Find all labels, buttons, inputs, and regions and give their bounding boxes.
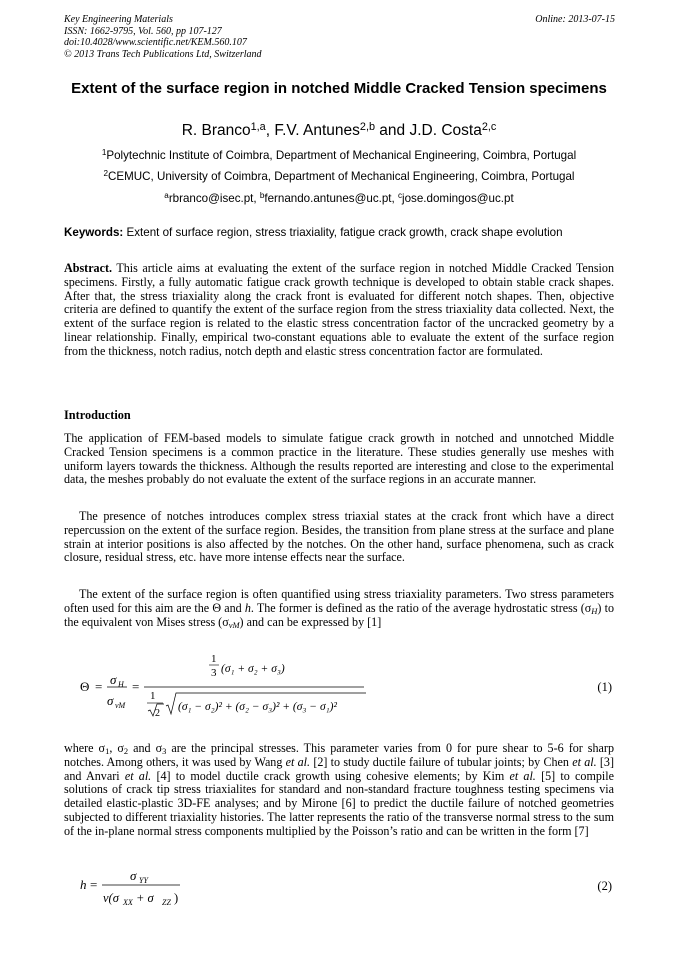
abstract-label: Abstract. [64, 261, 113, 275]
equation-2 [78, 866, 208, 910]
email-link[interactable]: fernando.antunes@uc.pt, [264, 192, 398, 205]
affiliation-text: Polytechnic Institute of Coimbra, Department of Mechanical Engineering, Coimbra, Portugal [106, 149, 577, 162]
keywords [64, 226, 616, 240]
intro-paragraph-4 [64, 742, 614, 838]
email-sup: b [259, 191, 265, 201]
equation-2-number: (2) [597, 879, 612, 893]
eq2-h: h [80, 877, 87, 892]
affiliation-2 [64, 170, 614, 184]
eq2-equals: = [90, 877, 98, 892]
email-line [64, 192, 614, 206]
affiliation-sup: 1 [101, 148, 107, 158]
subscript: vM [228, 619, 240, 630]
text-run-italic: et al. [285, 754, 311, 769]
text-run: [3] and Anvari [64, 754, 615, 783]
author-sup: 1,a [250, 121, 266, 134]
eq1-sub-vm: vM [115, 701, 126, 710]
subscript: 3 [162, 746, 167, 757]
email-sup: c [397, 191, 403, 201]
text-run-italic: et al. [572, 754, 597, 769]
eq1-sub-h: H [118, 680, 124, 689]
section-heading: Introduction [64, 408, 131, 422]
eq1-numerator: (σ₁ + σ₂ + σ₃) [221, 663, 285, 675]
author-separator: , [265, 122, 275, 139]
text-run: [2] to study ductile failure of tubular joints; by Chen [310, 754, 573, 769]
author-separator: and [375, 122, 410, 139]
email-sup: a [164, 191, 169, 201]
text-run: , σ [109, 741, 124, 755]
subscript: 1 [105, 746, 110, 757]
author-name: R. Branco [181, 122, 251, 139]
eq1-sigma-h: σ [110, 672, 117, 687]
email-link[interactable]: jose.domingos@uc.pt [402, 192, 514, 205]
text-run: ) to the equivalent von Mises stress (σ [64, 600, 614, 629]
eq1-num-one: 1 [211, 653, 217, 665]
eq1-sigma-vm: σ [107, 693, 114, 708]
text-run-italic: et al. [509, 768, 536, 783]
abstract-text: This article aims at evaluating the extent of the surface region in notched Middle Cracked Tension specimens. Firstly, a fully automatic fatigue crack growth technique is developed to obtain stable crack shapes. After that, the stress triaxiality along the crack front is evaluated for different notch shapes. Then, objective criteria are defined to quantify the extent of the surface region from the stress triaxiality data collected. Next, the extent of the surface region is related to the elastic stress concentration factor of the uncracked geometry by a linear relationship. Finally, empirical two-constant equations able to evaluate the extent of the surface region from the thickness, notch radius, notch depth and elastic stress concentration factor are formulated. [64, 261, 614, 358]
issn-line: ISSN: 1662-9795, Vol. 560, pp 107-127 [64, 25, 222, 37]
eq2-den-a: ν(σ [103, 891, 119, 905]
eq2-sub-zz: ZZ [162, 898, 171, 907]
text-run: are the principal stresses. This parameter varies from 0 for pure shear to 5-6 for sharp notches. Among others, it was used by Wang [64, 741, 614, 769]
text-run: and σ [128, 741, 163, 755]
eq1-num-three: 3 [211, 667, 217, 679]
text-run: [5] to compile solutions of crack tip stress triaxialites for standard and non-standard fracture toughness testing specimens via detailed elastic-plastic 3D-FE analyses; and by Mirone [6] to predict the ductile failure of notched geometries subjected to different triaxiality histories. The latter represents the ratio of the transverse normal stress to the sum of the in-plane normal stress components multiplied by the Poisson’s ratio and can be written in the form [7] [64, 768, 614, 838]
equation-1 [78, 650, 378, 728]
eq2-sub-xx: XX [123, 898, 133, 907]
affiliation-sup: 2 [103, 169, 108, 179]
keywords-label: Keywords: [64, 226, 124, 239]
subscript: H [591, 605, 598, 616]
text-run: ) and can be expressed by [1] [239, 614, 382, 629]
email-link[interactable]: rbranco@isec.pt, [168, 192, 260, 205]
text-run-italic: h [244, 600, 251, 615]
text-run: The extent of the surface region is often quantified using stress triaxiality parameters. Two stress parameters often used for this aim are the Θ and [64, 587, 614, 615]
eq1-equals: = [95, 679, 103, 694]
text-run: . The former is defined as the ratio of the average hydrostatic stress (σ [250, 600, 592, 615]
copyright-line: © 2013 Trans Tech Publications Ltd, Switzerland [64, 48, 262, 60]
eq1-equals-2: = [132, 679, 140, 694]
keywords-text: Extent of surface region, stress triaxiality, fatigue crack growth, crack shape evolution [123, 226, 563, 239]
text-run: where σ [64, 741, 106, 755]
intro-paragraph-2: The presence of notches introduces complex stress triaxial states at the crack front which have a direct repercussion on the extent of the surface region. Besides, the transition from plane stress at the surface and plane strain at interior positions is also affected by the notches. On the other hand, surface phenomena, such as crack closure, residual stress, etc. have more intense effects near the surface. [64, 509, 614, 565]
text-run: [4] to model ductile crack growth using cohesive elements; by Kim [151, 768, 510, 783]
eq2-sigma: σ [130, 868, 137, 883]
online-date: Online: 2013-07-15 [535, 14, 615, 25]
equation-1-number: (1) [597, 680, 612, 694]
intro-paragraph-1: The application of FEM-based models to simulate fatigue crack growth in notched and unnotched Middle Cracked Tension specimens is a common practice in the literature. These studies generally use meshes with uniform layers towards the thickness. Although the results reported are interesting and close to the experimental data, the meshes probably do not evaluate the extent of the surface regions in an accurate manner. [64, 431, 614, 487]
eq2-plus: + σ [136, 891, 154, 905]
paper-title: Extent of the surface region in notched Middle Cracked Tension specimens [71, 80, 607, 97]
author-name: F.V. Antunes [274, 122, 360, 139]
affiliation-1 [64, 149, 614, 163]
author-list [64, 122, 614, 140]
abstract [64, 262, 614, 358]
eq1-theta: Θ [80, 679, 90, 694]
subscript: 2 [123, 746, 129, 757]
eq2-close: ) [174, 891, 179, 905]
author-name: J.D. Costa [409, 122, 482, 139]
author-sup: 2,c [481, 121, 497, 134]
eq2-sub-yy: YY [139, 876, 148, 885]
text-run-italic: et al. [124, 768, 152, 783]
intro-paragraph-3 [64, 588, 614, 629]
journal-name: Key Engineering Materials [64, 14, 173, 25]
author-sup: 2,b [359, 121, 375, 134]
doi-line: doi:10.4028/www.scientific.net/KEM.560.107 [64, 37, 247, 48]
affiliation-text: CEMUC, University of Coimbra, Department of Mechanical Engineering, Coimbra, Portugal [108, 170, 575, 183]
eq1-den-one: 1 [150, 690, 156, 702]
eq1-denominator: (σ₁ − σ₂)² + (σ₂ − σ₃)² + (σ₃ − σ₁)² [178, 701, 337, 713]
eq1-den-two: 2 [155, 708, 160, 719]
journal-header [64, 14, 262, 60]
